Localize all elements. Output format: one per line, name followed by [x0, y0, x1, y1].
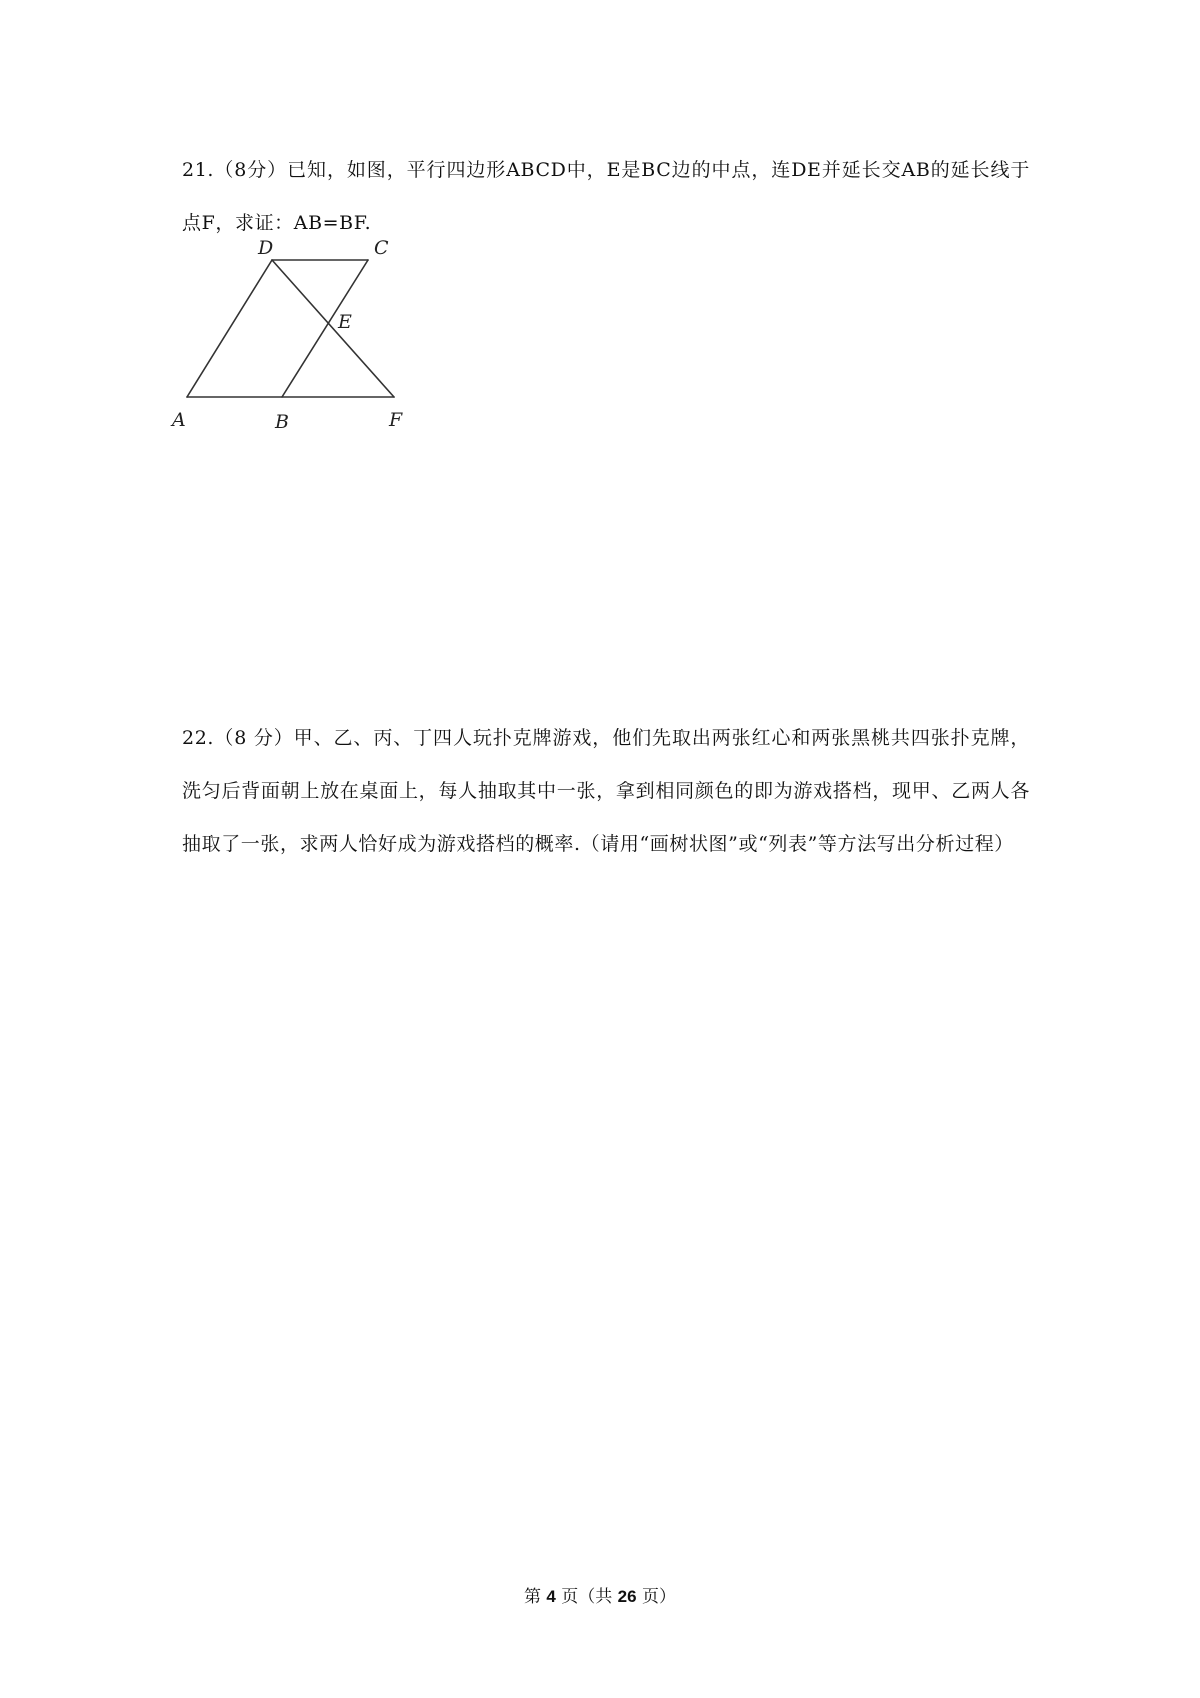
question-21-text: 21.（8分）已知，如图，平行四边形ABCD中，E是BC边的中点，连DE并延长交AB的延长线于点F，求证：AB=BF. — [182, 159, 1030, 234]
footer-suffix: 页） — [642, 1587, 676, 1607]
segment-cb — [282, 260, 368, 397]
point-label-a: A — [172, 409, 186, 431]
footer-total-pages: 26 — [617, 1587, 637, 1606]
point-label-e: E — [338, 311, 352, 333]
question-22-text: 22.（8 分）甲、乙、丙、丁四人玩扑克牌游戏，他们先取出两张红心和两张黑桃共四张扑克牌，洗匀后背面朝上放在桌面上，每人抽取其中一张，拿到相同颜色的即为游戏搭档，现甲、乙两人各抽取了一张，求两人恰好成为游戏搭档的概率.（请用“画树状图”或“列表”等方法写出分析过程） — [182, 727, 1030, 855]
footer-middle: 页（共 — [561, 1587, 613, 1607]
footer-page-number: 4 — [546, 1587, 556, 1606]
segment-df — [272, 260, 394, 397]
page-footer — [0, 1582, 1200, 1607]
point-label-d: D — [258, 237, 274, 259]
footer-prefix: 第 — [523, 1587, 541, 1607]
point-label-c: C — [374, 237, 389, 259]
segment-da — [187, 260, 272, 397]
geometry-diagram — [172, 237, 458, 436]
point-label-f: F — [389, 409, 403, 431]
parallelogram-figure — [172, 237, 458, 436]
point-label-b: B — [275, 411, 289, 433]
